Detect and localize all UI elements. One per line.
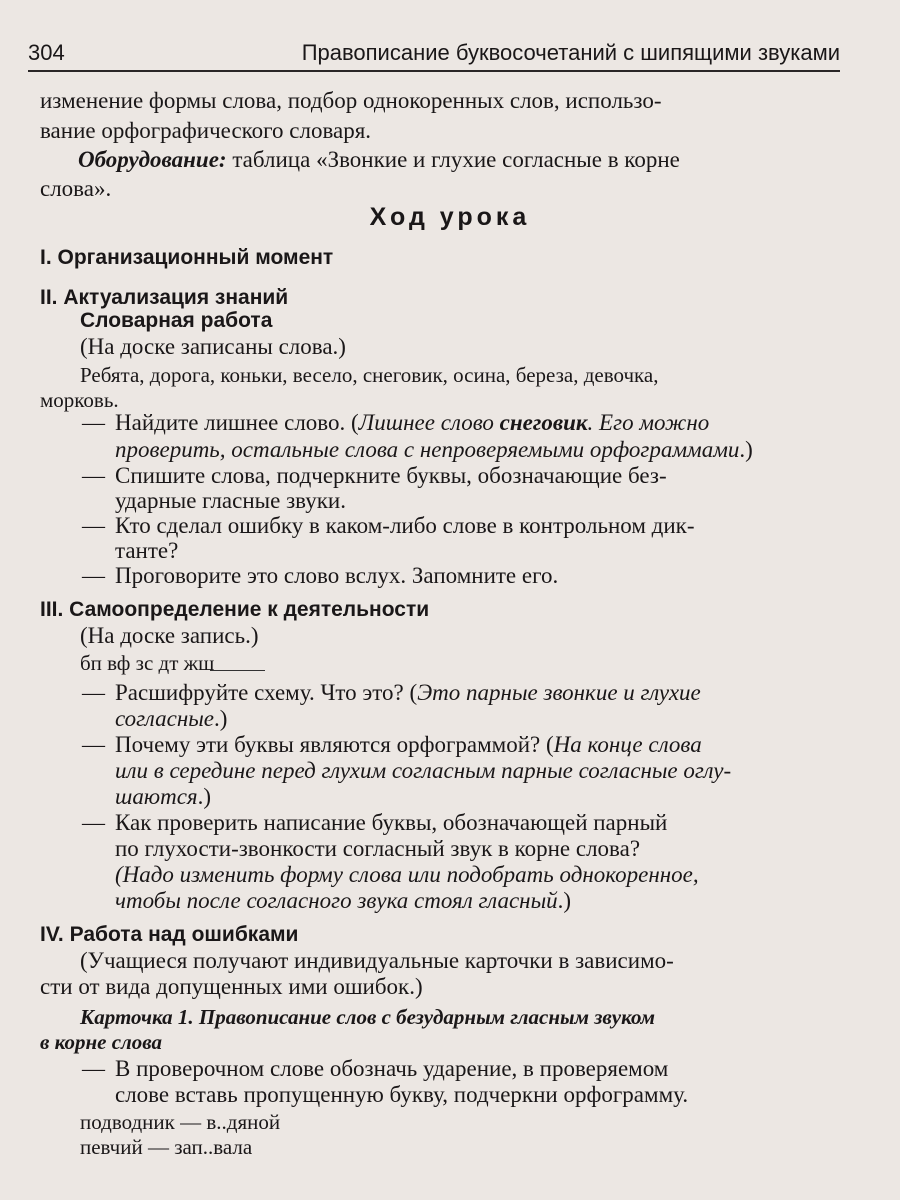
section-2-question-2-line-2: ударные гласные звуки. — [115, 488, 346, 513]
section-3-question-2-line-2: или в середине перед глухим согласным парные согласные оглу- — [115, 758, 732, 783]
dash: — — [82, 732, 105, 757]
q1-answer-b: снеговик — [499, 410, 588, 435]
s3-q1-text: Расшифруйте схему. Что это? ( — [115, 680, 418, 705]
dash: — — [82, 680, 105, 705]
section-2-question-2-line-1: Спишите слова, подчеркните буквы, обозначающие без- — [115, 463, 667, 488]
section-3-board-note: (На доске запись.) — [80, 623, 259, 648]
section-3-question-1 — [115, 680, 701, 706]
section-4-line-2: сти от вида допущенных ими ошибок.) — [40, 974, 423, 999]
scheme-underline — [210, 670, 265, 671]
card-1-example-1: подводник — в..дяной — [80, 1110, 281, 1134]
q1-answer-line-2: проверить, остальные слова с непроверяемыми орфограммами — [115, 437, 740, 462]
dash: — — [82, 1056, 105, 1081]
section-1-title: I. Организационный момент — [40, 246, 334, 269]
s3-q2-answer: На конце слова — [553, 732, 702, 757]
s3-q2-end: .) — [197, 784, 212, 809]
section-4-line-1: (Учащиеся получают индивидуальные карточки в зависимо- — [80, 948, 674, 973]
section-3-scheme: бп вф зс дт жш — [80, 651, 215, 675]
section-3-question-3-line-4 — [115, 888, 571, 914]
equipment-text: таблица «Звонкие и глухие согласные в корне — [226, 147, 680, 172]
section-3-question-3-line-1: Как проверить написание буквы, обозначающей парный — [115, 810, 668, 835]
lesson-title: Ход урока — [369, 203, 531, 231]
s3-q3-end: .) — [557, 888, 572, 913]
section-2-question-1-line-2 — [115, 437, 753, 463]
card-1-example-2: певчий — зап..вала — [80, 1135, 253, 1159]
dash: — — [82, 463, 105, 488]
section-3-question-2 — [115, 732, 702, 758]
section-2-title: II. Актуализация знаний — [40, 286, 289, 309]
dash: — — [82, 513, 105, 538]
dash: — — [82, 810, 105, 835]
page-header — [28, 40, 840, 72]
section-2-board-note: (На доске записаны слова.) — [80, 334, 346, 359]
q1-end: .) — [739, 437, 753, 462]
q1-text: Найдите лишнее слово. ( — [115, 410, 359, 435]
q1-answer-a: Лишнее слово — [358, 410, 500, 435]
intro-line-2: вание орфографического словаря. — [40, 118, 372, 143]
section-2-question-3-line-2: танте? — [115, 538, 179, 563]
section-3-title: III. Самоопределение к деятельности — [40, 598, 430, 621]
section-2-question-3-line-1: Кто сделал ошибку в каком-либо слове в контрольном дик- — [115, 513, 695, 538]
dash: — — [82, 563, 105, 588]
s3-q2-answer-line-3: шаются — [115, 784, 198, 809]
s3-q3-answer-line-4: чтобы после согласного звука стоял гласный — [115, 888, 558, 913]
dash: — — [82, 410, 105, 435]
section-3-question-2-line-3 — [115, 784, 211, 810]
page-number: 304 — [28, 40, 65, 65]
section-2-words-line-2: морковь. — [40, 388, 119, 412]
intro-line-1: изменение формы слова, подбор однокоренных слов, использо- — [40, 88, 662, 113]
section-3-question-3-line-3: (Надо изменить форму слова или подобрать однокоренное, — [115, 862, 699, 887]
s3-q1-end: .) — [214, 706, 228, 731]
card-1-title-line-1: Карточка 1. Правописание слов с безударным гласным звуком — [80, 1005, 656, 1029]
s3-q2-text: Почему эти буквы являются орфограммой? ( — [115, 732, 554, 757]
equipment-line-1 — [78, 147, 680, 173]
card-1-task-line-1: В проверочном слове обозначь ударение, в проверяемом — [115, 1056, 669, 1081]
s3-q1-answer: Это парные звонкие и глухие — [417, 680, 701, 705]
section-4-title: IV. Работа над ошибками — [40, 923, 299, 946]
section-2-question-1 — [115, 410, 709, 436]
s3-q1-answer-line-2: согласные — [115, 706, 215, 731]
section-3-question-3-line-2: по глухости-звонкости согласный звук в корне слова? — [115, 836, 641, 861]
q1-answer-c: . Его можно — [587, 410, 710, 435]
equipment-line-2: слова». — [40, 176, 112, 201]
card-1-task-line-2: слове вставь пропущенную букву, подчеркни орфограмму. — [115, 1082, 689, 1107]
section-2-question-4: Проговорите это слово вслух. Запомните его. — [115, 563, 559, 588]
equipment-label: Оборудование: — [78, 147, 227, 172]
section-3-question-1-line-2 — [115, 706, 227, 732]
card-1-title-line-2: в корне слова — [40, 1030, 163, 1054]
section-2-words-line-1: Ребята, дорога, коньки, весело, снеговик, осина, береза, девочка, — [80, 363, 659, 387]
running-title: Правописание буквосочетаний с шипящими звуками — [301, 40, 840, 65]
section-2-subtitle: Словарная работа — [80, 309, 273, 332]
